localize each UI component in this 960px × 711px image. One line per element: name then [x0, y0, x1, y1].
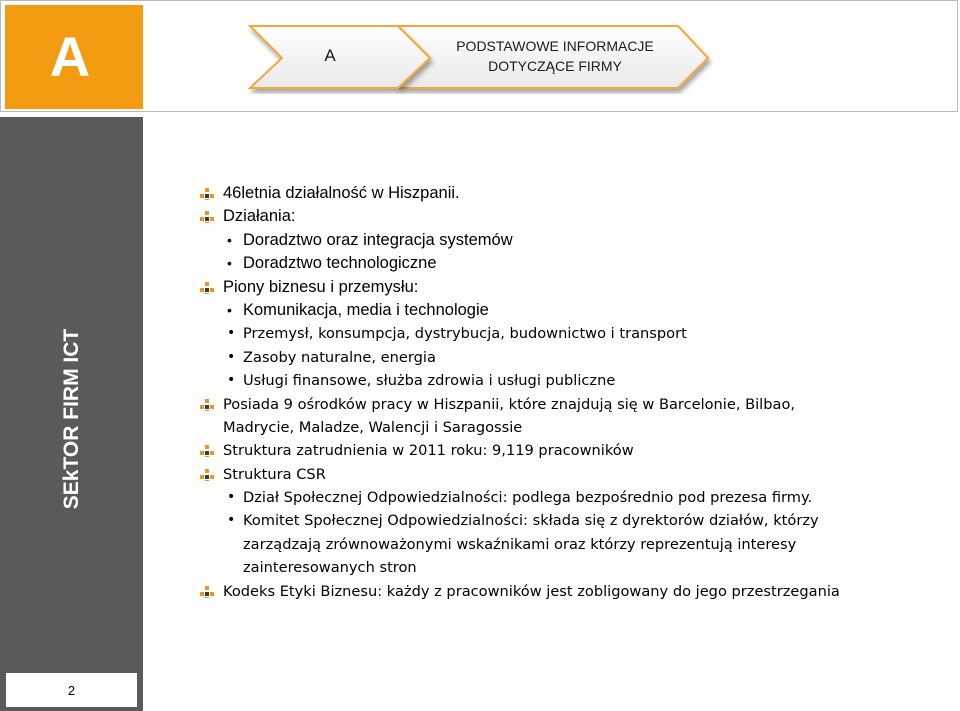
- list-subitem: [198, 369, 938, 392]
- list-item-continuation: [198, 416, 938, 439]
- list-item-text: Przemysł, konsumpcja, dystrybucja, budownictwo i transport: [243, 325, 687, 343]
- dot-bullet-icon: •: [227, 325, 236, 342]
- square-bullet-icon: [200, 188, 216, 200]
- dot-bullet-icon: •: [227, 231, 232, 248]
- list-item-text: Struktura CSR: [223, 465, 326, 483]
- content-list: [198, 182, 938, 603]
- dot-bullet-icon: •: [227, 255, 232, 272]
- list-subitem: [198, 252, 938, 275]
- list-item-text: zarządzają zrównoważonymi wskaźnikami oraz którzy reprezentują interesy: [243, 535, 797, 553]
- list-item-text: Piony biznesu i przemysłu:: [223, 277, 419, 296]
- dot-bullet-icon: •: [227, 372, 236, 389]
- square-bullet-icon: [200, 469, 216, 481]
- sidebar: [0, 117, 143, 711]
- section-heading: [444, 36, 666, 76]
- square-bullet-icon: [200, 399, 216, 411]
- list-subitem: [198, 509, 938, 532]
- section-logo-letter: A: [49, 25, 91, 88]
- list-item-text: Doradztwo oraz integracja systemów: [243, 230, 513, 249]
- dot-bullet-icon: •: [227, 489, 236, 506]
- page-number: 2: [67, 682, 76, 698]
- section-chevron: [248, 22, 718, 94]
- list-subitem: [198, 322, 938, 345]
- list-subitem: [198, 486, 938, 509]
- square-bullet-icon: [200, 586, 216, 598]
- list-item-text: Madrycie, Maladze, Walencji i Saragossie: [223, 418, 523, 436]
- list-subitem-continuation: [198, 533, 938, 556]
- list-subitem: [198, 229, 938, 252]
- list-item-text: Działania:: [223, 207, 296, 226]
- list-item-text: Doradztwo technologiczne: [243, 254, 437, 273]
- list-item-text: Struktura zatrudnienia w 2011 roku: 9,119 pracowników: [223, 442, 634, 460]
- sidebar-title: SEkTOR FIRM ICT: [60, 328, 83, 510]
- list-subitem-continuation: [198, 556, 938, 579]
- list-item-text: Dział Społecznej Odpowiedzialności: podlega bezpośrednio pod prezesa firmy.: [243, 489, 813, 507]
- list-subitem: [198, 299, 938, 322]
- list-item: [198, 439, 938, 462]
- page-number-box: [6, 673, 137, 707]
- list-item: [198, 182, 938, 205]
- list-item-text: zainteresowanych stron: [243, 559, 417, 577]
- section-heading-line1: PODSTAWOWE INFORMACJE: [456, 38, 654, 54]
- dot-bullet-icon: •: [227, 512, 236, 529]
- square-bullet-icon: [200, 445, 216, 457]
- section-heading-line2: DOTYCZĄCE FIRMY: [488, 58, 622, 74]
- list-item: [198, 463, 938, 486]
- list-item: [198, 580, 938, 603]
- list-item: [198, 205, 938, 228]
- list-item-text: Komitet Społecznej Odpowiedzialności: składa się z dyrektorów działów, którzy: [243, 512, 819, 530]
- square-bullet-icon: [200, 211, 216, 223]
- list-subitem: [198, 346, 938, 369]
- dot-bullet-icon: •: [227, 348, 236, 365]
- list-item-text: Posiada 9 ośrodków pracy w Hiszpanii, które znajdują się w Barcelonie, Bilbao,: [223, 395, 796, 413]
- dot-bullet-icon: •: [227, 301, 232, 318]
- list-item-text: Komunikacja, media i technologie: [243, 300, 489, 319]
- list-item-text: Kodeks Etyki Biznesu: każdy z pracowników jest zobligowany do jego przestrzegania: [223, 582, 840, 600]
- list-item: [198, 393, 938, 416]
- square-bullet-icon: [200, 282, 216, 294]
- chevron-section-letter: A: [324, 46, 336, 65]
- list-item: [198, 276, 938, 299]
- list-item-text: 46letnia działalność w Hiszpanii.: [223, 184, 460, 202]
- list-item-text: Zasoby naturalne, energia: [243, 348, 436, 366]
- section-logo: [5, 5, 143, 109]
- list-item-text: Usługi finansowe, służba zdrowia i usługi publiczne: [243, 372, 616, 390]
